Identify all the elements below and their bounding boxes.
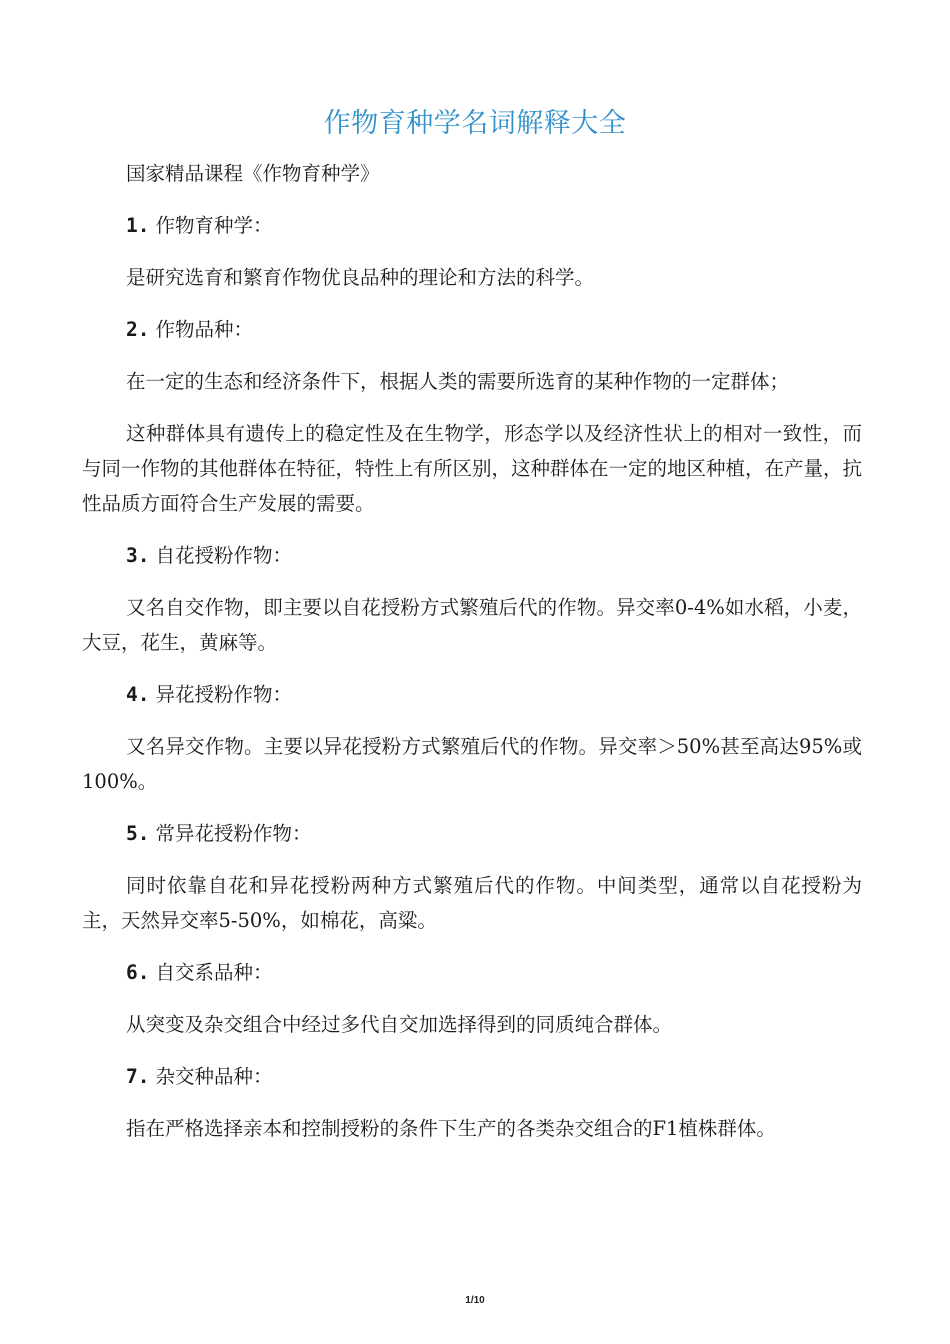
document-title: 作物育种学名词解释大全	[323, 108, 627, 139]
section-definition-extra: 这种群体具有遗传上的稳定性及在生物学，形态学以及经济性状上的相对一致性，而与同一作物的其他群体在特征，特性上有所区别，这种群体在一定的地区种植，在产量，抗性品质方面符合生产发展的需要。	[82, 422, 863, 515]
document-body	[82, 156, 862, 1163]
section-definition: 指在严格选择亲本和控制授粉的条件下生产的各类杂交组合的F1植株群体。	[126, 1117, 776, 1140]
section-term: 作物育种学：	[155, 214, 273, 237]
section-number: 6.	[126, 961, 150, 984]
section-heading	[82, 1059, 862, 1094]
section-heading	[82, 312, 862, 347]
document-subtitle: 国家精品课程《作物育种学》	[126, 162, 380, 185]
section-definition: 是研究选育和繁育作物优良品种的理论和方法的科学。	[126, 266, 595, 289]
section-term: 常异花授粉作物：	[155, 822, 312, 845]
section-definition: 又名异交作物。主要以异花授粉方式繁殖后代的作物。异交率＞50%甚至高达95%或100%。	[82, 735, 862, 793]
section-heading	[82, 208, 862, 243]
section-heading	[82, 677, 862, 712]
section-heading	[82, 955, 862, 990]
section-heading	[82, 538, 862, 573]
section-term: 杂交种品种：	[155, 1065, 273, 1088]
section-term: 作物品种：	[155, 318, 253, 341]
section-number: 2.	[126, 318, 150, 341]
section-term: 异花授粉作物：	[155, 683, 292, 706]
section-heading	[82, 816, 862, 851]
section-number: 7.	[126, 1065, 150, 1088]
page-indicator: 1/10	[465, 1295, 485, 1306]
section-number: 1.	[126, 214, 150, 237]
section-number: 4.	[126, 683, 150, 706]
section-term: 自交系品种：	[155, 961, 273, 984]
section-term: 自花授粉作物：	[155, 544, 292, 567]
section-definition: 同时依靠自花和异花授粉两种方式繁殖后代的作物。中间类型，通常以自花授粉为主，天然异交率5-50%，如棉花，高粱。	[82, 874, 862, 932]
section-number: 5.	[126, 822, 150, 845]
section-number: 3.	[126, 544, 150, 567]
section-definition: 从突变及杂交组合中经过多代自交加选择得到的同质纯合群体。	[126, 1013, 673, 1036]
section-definition: 在一定的生态和经济条件下，根据人类的需要所选育的某种作物的一定群体；	[126, 370, 790, 393]
section-definition: 又名自交作物，即主要以自花授粉方式繁殖后代的作物。异交率0-4%如水稻，小麦，大豆，花生，黄麻等。	[82, 596, 862, 654]
